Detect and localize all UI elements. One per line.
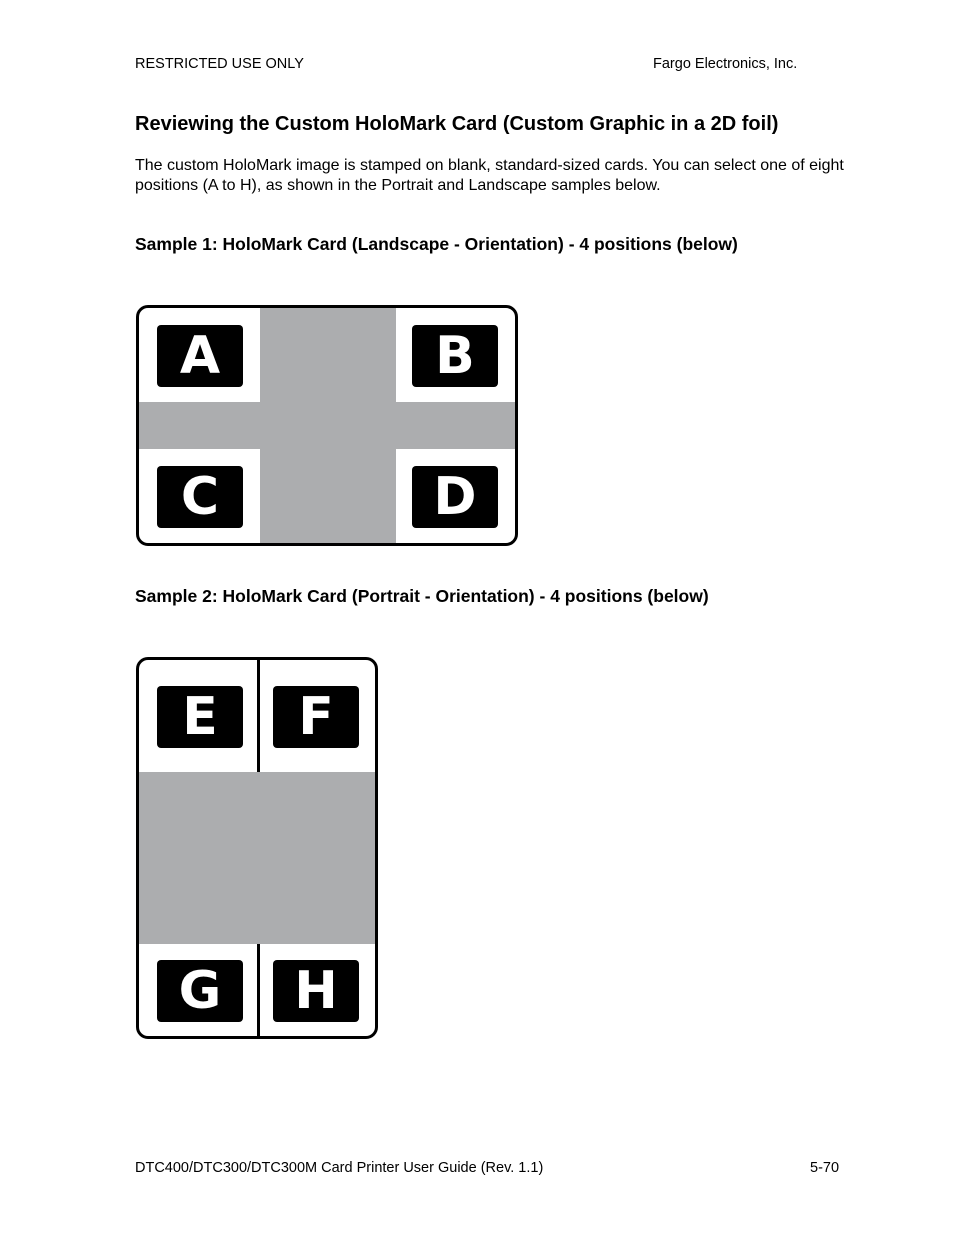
position-e-tile: E <box>157 686 243 748</box>
footer-left: DTC400/DTC300/DTC300M Card Printer User Guide (Rev. 1.1) <box>135 1160 544 1176</box>
landscape-card <box>136 305 518 546</box>
portrait-top-divider <box>257 660 260 772</box>
position-h-tile: H <box>273 960 359 1022</box>
portrait-bottom-divider <box>257 944 260 1036</box>
position-f-tile: F <box>273 686 359 748</box>
sample2-heading: Sample 2: HoloMark Card (Portrait - Orientation) - 4 positions (below) <box>135 586 709 606</box>
intro-paragraph: The custom HoloMark image is stamped on blank, standard-sized cards. You can select one of eight positions (A to H), as shown in the Portrait and Landscape samples below. <box>135 157 844 194</box>
position-d-tile: D <box>412 466 498 528</box>
portrait-center-band <box>139 772 375 944</box>
landscape-horizontal-band <box>139 402 515 449</box>
sample1-heading: Sample 1: HoloMark Card (Landscape - Orientation) - 4 positions (below) <box>135 234 738 254</box>
position-b-tile: B <box>412 325 498 387</box>
position-g-tile: G <box>157 960 243 1022</box>
page-title: Reviewing the Custom HoloMark Card (Custom Graphic in a 2D foil) <box>135 113 779 135</box>
page-number: 5-70 <box>810 1160 840 1176</box>
portrait-card <box>136 657 378 1039</box>
header-right: Fargo Electronics, Inc. <box>653 56 798 72</box>
position-c-tile: C <box>157 466 243 528</box>
position-a-tile: A <box>157 325 243 387</box>
header-left: RESTRICTED USE ONLY <box>135 56 304 72</box>
